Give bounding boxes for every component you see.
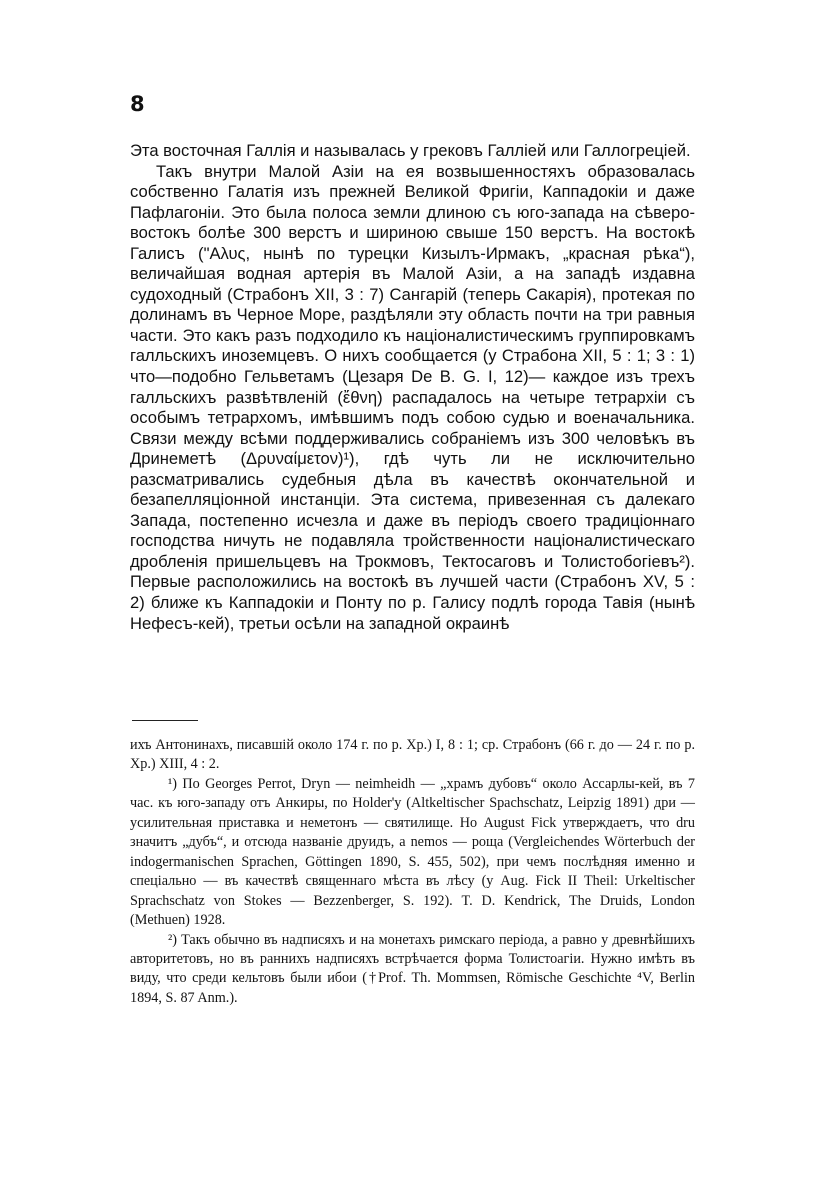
paragraph: Такъ внутри Малой Азіи на ея возвышенностяхъ образовалась собственно Галатія изъ прежней Великой Фригіи, Каппадокіи и даже Пафлагоніи. Это была полоса земли длиною съ юго-запада на сѣверо-востокъ болѣе 300 верстъ и шириною свыше 150 верстъ. На востокѣ Галисъ ("Αλυς, нынѣ по турецки Кизылъ-Ирмакъ, „красная рѣка“), величайшая водная артерія въ Малой Азіи, а на западѣ издавна судоходный (Страбонъ XII, 3 : 7) Сангарій (теперь Сакарія), протекая по долинамъ въ Черное Море, раздѣляли эту область почти на три равныя части. Это какъ разъ подходило къ націоналистическимъ группировкамъ галльскихъ иноземцевъ. О нихъ сообщается (у Страбона XII, 5 : 1; 3 : 1) что—подобно Гельветамъ (Цезаря De B. G. I, 12)— каждое изъ трехъ галльскихъ развѣтвленій (ἔθνη) распадалось на четыре тетрархіи съ особымъ тетрархомъ, имѣвшимъ подъ собою судью и военачальника. Связи между всѣми поддерживались собраніемъ изъ 300 человѣкъ въ Дринеметѣ (Δρυναίμετον)¹), гдѣ чуть ли не исключительно разсматривались судебныя дѣла въ качествѣ окончательной и безапелляціонной инстанціи. Эта система, привезенная съ далекаго Запада, постепенно исчезла и даже въ періодъ своего традиціоннаго господства ничуть не подавляла тройственности націоналистическаго дробленія пришельцевъ на Трокмовъ, Тектосаговъ и Толистобогіевъ²). Первые расположились на востокѣ въ лучшей части (Страбонъ XV, 5 : 2) ближе къ Каппадокіи и Понту по р. Галису подлѣ города Тавія (нынѣ Нефесъ-кей), третьи осѣли на западной окраинѣ [130, 161, 695, 633]
main-text [130, 141, 695, 634]
paragraph: Эта восточная Галлія и называлась у грековъ Галліей или Галлогреціей. [130, 141, 691, 160]
footnotes [130, 736, 695, 1008]
footnote-2: ²) Такъ обычно въ надписяхъ и на монетахъ римскаго періода, а равно у древнѣйшихъ авторитетовъ, но въ раннихъ надписяхъ встрѣчается форма Толистоагіи. Нужно имѣть въ виду, что среди кельтовъ были ибои (†Prof. Th. Mommsen, Römische Geschichte ⁴V, Berlin 1894, S. 87 Anm.). [130, 931, 695, 1006]
footnote-continuation: ихъ Антонинахъ, писавшій около 174 г. по р. Хр.) I, 8 : 1; ср. Страбонъ (66 г. до — 24 г. по р. Хр.) XIII, 4 : 2. [130, 737, 695, 773]
page-number: 8 [130, 92, 145, 116]
footnote-separator [132, 720, 198, 721]
footnote-1: ¹) По Georges Perrot, Dryn — neimheidh — „храмъ дубовъ“ около Ассарлы-кей, въ 7 час. къ юго-западу отъ Анкиры, по Holder'у (Altkeltischer Spachschatz, Leipzig 1891) дри — усилительная приставка и неметонъ — святилище. Но August Fick утверждаетъ, что dru значитъ „дубъ“, и отсюда названіе друидъ, а nemos — роща (Vergleichendes Wörterbuch der indogermanischen Sprachen, Göttingen 1890, S. 455, 502), при чемъ послѣдняя именно и спеціально — въ качествѣ священнаго мѣста въ лѣсу (у Aug. Fick II Theil: Urkeltischer Sprachschatz von Stokes — Bezzenberger, S. 192). T. D. Kendrick, The Druids, London (Methuen) 1928. [130, 775, 695, 929]
